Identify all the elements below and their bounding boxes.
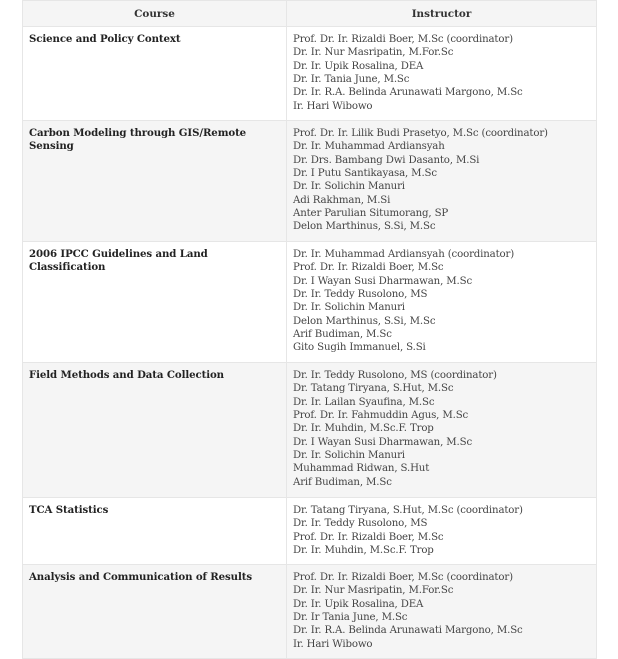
instructor-name: Ir. Hari Wibowo bbox=[293, 100, 373, 112]
instructor-name: Dr. Ir. Muhammad Ardiansyah (coordinator) bbox=[293, 249, 515, 260]
table-row bbox=[23, 498, 597, 565]
instructor-name: Dr. Ir. Nur Masripatin, M.For.Sc bbox=[293, 585, 454, 597]
instructor-name: Dr. Ir. Lailan Syaufina, M.Sc bbox=[293, 396, 435, 408]
instructor-name: Delon Marthinus, S.Si, M.Sc bbox=[293, 315, 436, 327]
instructor-name: Dr. Ir. Solichin Manuri bbox=[293, 181, 405, 193]
table-row bbox=[23, 565, 597, 659]
instructor-name: Delon Marthinus, S.Si, M.Sc bbox=[293, 221, 436, 233]
instructor-name: Muhammad Ridwan, S.Hut bbox=[293, 463, 430, 475]
instructor-name: Dr. Ir. Muhammad Ardiansyah bbox=[293, 141, 445, 153]
instructor-name: Dr. Ir. Teddy Rusolono, MS (coordinator) bbox=[293, 370, 497, 381]
instructor-cell bbox=[287, 121, 597, 242]
instructor-name: Prof. Dr. Ir. Rizaldi Boer, M.Sc (coordinator) bbox=[293, 572, 513, 583]
instructor-name: Dr. I Wayan Susi Dharmawan, M.Sc bbox=[293, 436, 473, 448]
instructor-cell bbox=[287, 565, 597, 659]
header-instructor: Instructor bbox=[287, 1, 597, 27]
instructor-name: Dr. Ir. Teddy Rusolono, MS bbox=[293, 518, 428, 530]
instructor-name: Anter Parulian Situmorang, SP bbox=[293, 208, 449, 220]
instructor-name: Dr. I Wayan Susi Dharmawan, M.Sc bbox=[293, 275, 473, 287]
instructor-name: Dr. Ir. R.A. Belinda Arunawati Margono, M.Sc bbox=[293, 625, 523, 637]
instructor-name: Dr. Tatang Tiryana, S.Hut, M.Sc (coordinator) bbox=[293, 505, 523, 516]
instructor-name: Dr. Drs. Bambang Dwi Dasanto, M.Si bbox=[293, 154, 480, 166]
course-cell: Field Methods and Data Collection bbox=[23, 363, 287, 498]
table-row bbox=[23, 242, 597, 363]
instructor-name: Dr. Ir. R.A. Belinda Arunawati Margono, M.Sc bbox=[293, 87, 523, 99]
instructor-name: Dr. Ir. Solichin Manuri bbox=[293, 450, 405, 462]
instructor-name: Prof. Dr. Ir. Rizaldi Boer, M.Sc bbox=[293, 262, 444, 274]
instructor-name: Dr. Tatang Tiryana, S.Hut, M.Sc bbox=[293, 383, 454, 395]
course-cell: 2006 IPCC Guidelines and Land Classification bbox=[23, 242, 287, 363]
header-course: Course bbox=[23, 1, 287, 27]
instructor-name: Prof. Dr. Ir. Rizaldi Boer, M.Sc bbox=[293, 531, 444, 543]
instructor-name: Prof. Dr. Ir. Fahmuddin Agus, M.Sc bbox=[293, 410, 469, 422]
course-cell: Analysis and Communication of Results bbox=[23, 565, 287, 659]
table-row bbox=[23, 121, 597, 242]
instructor-name: Arif Budiman, M.Sc bbox=[293, 476, 392, 488]
course-instructor-table bbox=[22, 0, 597, 659]
instructor-name: Dr. Ir. Muhdin, M.Sc.F. Trop bbox=[293, 545, 434, 557]
instructor-cell bbox=[287, 498, 597, 565]
course-cell: Carbon Modeling through GIS/Remote Sensing bbox=[23, 121, 287, 242]
course-cell: TCA Statistics bbox=[23, 498, 287, 565]
instructor-name: Dr. Ir. Solichin Manuri bbox=[293, 302, 405, 314]
course-cell: Science and Policy Context bbox=[23, 27, 287, 121]
instructor-name: Dr. I Putu Santikayasa, M.Sc bbox=[293, 168, 437, 180]
instructor-cell bbox=[287, 27, 597, 121]
table-header bbox=[23, 1, 597, 27]
instructor-name: Prof. Dr. Ir. Lilik Budi Prasetyo, M.Sc (coordinator) bbox=[293, 128, 548, 139]
instructor-name: Dr. Ir. Muhdin, M.Sc.F. Trop bbox=[293, 423, 434, 435]
table-row bbox=[23, 363, 597, 498]
header-row bbox=[23, 1, 597, 27]
instructor-cell bbox=[287, 242, 597, 363]
instructor-name: Adi Rakhman, M.Si bbox=[293, 194, 391, 206]
instructor-name: Dr. Ir. Upik Rosalina, DEA bbox=[293, 60, 424, 72]
instructor-cell bbox=[287, 363, 597, 498]
instructor-name: Ir. Hari Wibowo bbox=[293, 638, 373, 650]
table-body bbox=[23, 27, 597, 659]
instructor-name: Prof. Dr. Ir. Rizaldi Boer, M.Sc (coordinator) bbox=[293, 34, 513, 45]
instructor-name: Dr. Ir. Teddy Rusolono, MS bbox=[293, 289, 428, 301]
instructor-name: Dr. Ir. Upik Rosalina, DEA bbox=[293, 598, 424, 610]
instructor-name: Dr. Ir Tania June, M.Sc bbox=[293, 612, 408, 624]
instructor-name: Dr. Ir. Tania June, M.Sc bbox=[293, 74, 410, 86]
instructor-name: Arif Budiman, M.Sc bbox=[293, 329, 392, 341]
table-row bbox=[23, 27, 597, 121]
instructor-name: Gito Sugih Immanuel, S.Si bbox=[293, 342, 426, 354]
instructor-name: Dr. Ir. Nur Masripatin, M.For.Sc bbox=[293, 47, 454, 59]
